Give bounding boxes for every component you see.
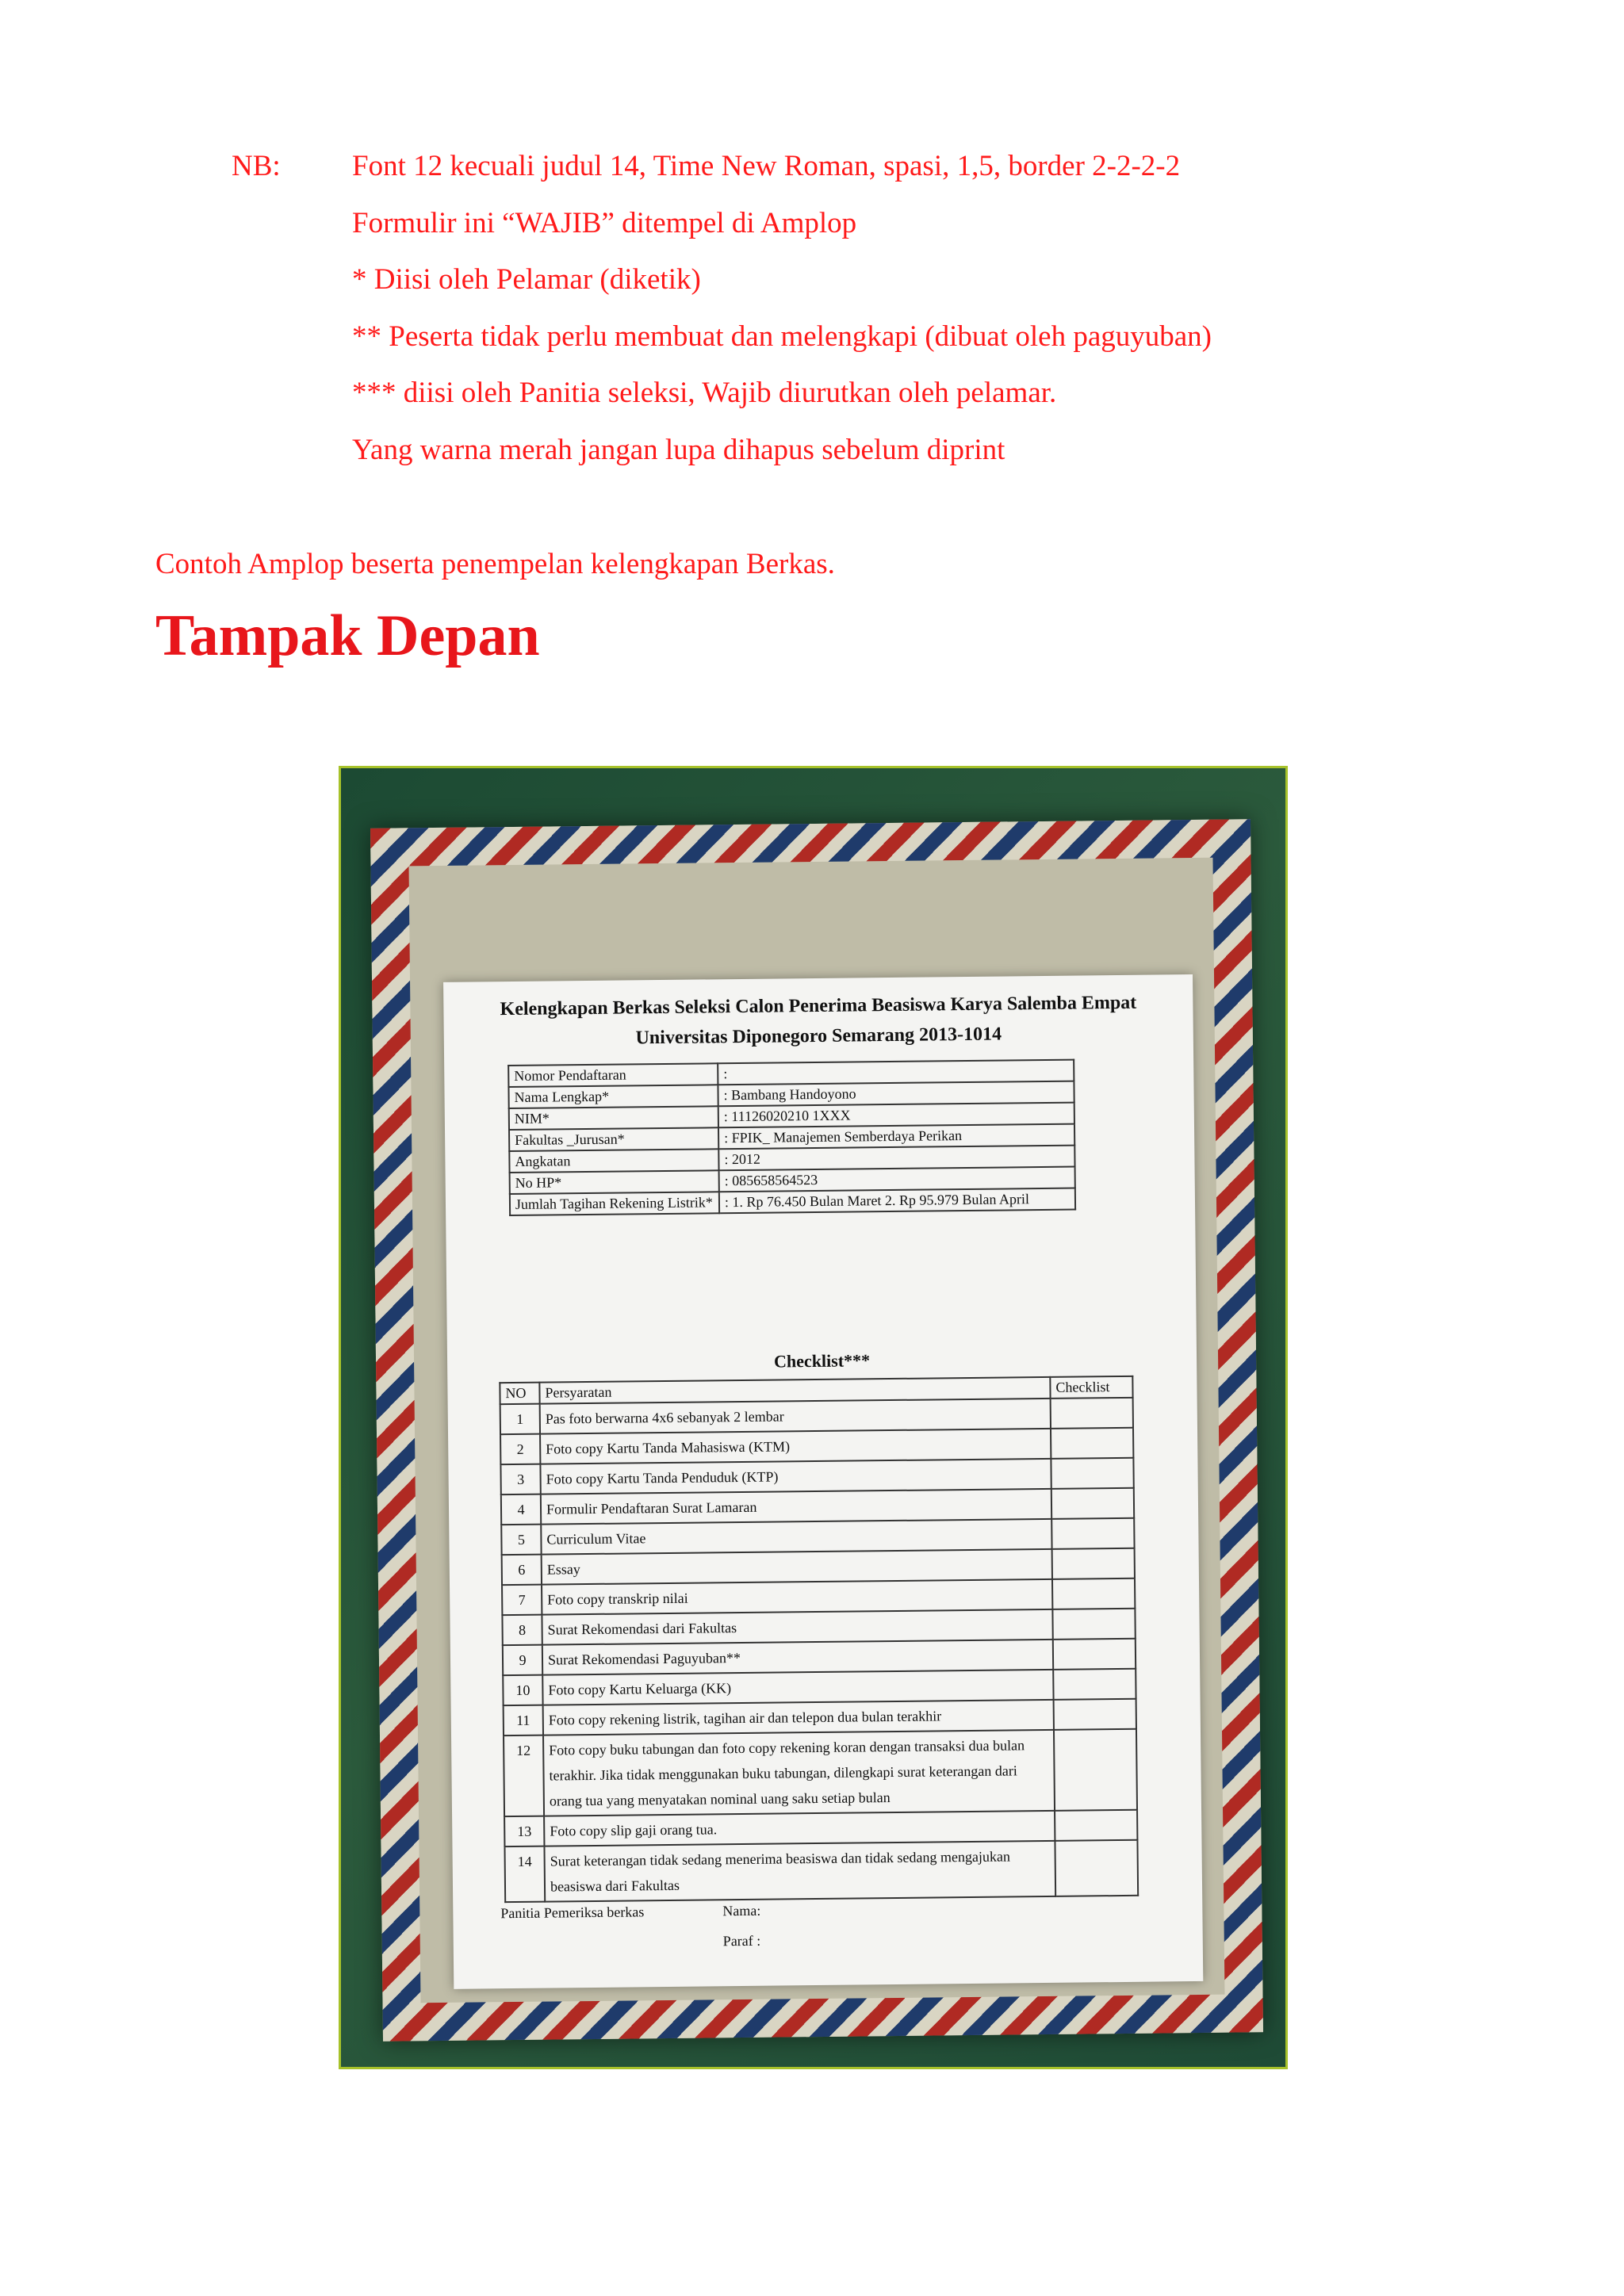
info-label: NIM* bbox=[509, 1106, 718, 1130]
checklist-number: 2 bbox=[500, 1434, 540, 1465]
info-value: : 085658564523 bbox=[719, 1167, 1075, 1192]
note-line: Font 12 kecuali judul 14, Time New Roman, spasi, 1,5, border 2-2-2-2 bbox=[352, 150, 1181, 182]
checklist-requirement: Foto copy transkrip nilai bbox=[542, 1579, 1052, 1615]
checklist-number: 11 bbox=[504, 1705, 543, 1736]
checklist-number: 13 bbox=[504, 1816, 544, 1847]
checklist-requirement: Foto copy Kartu Keluarga (KK) bbox=[542, 1670, 1053, 1705]
checklist-box bbox=[1053, 1669, 1136, 1700]
info-label: Fakultas _Jurusan* bbox=[509, 1127, 718, 1151]
checklist-number: 10 bbox=[503, 1675, 542, 1706]
checklist-requirement: Foto copy buku tabungan dan foto copy rekening koran dengan transaksi dua bulan terakhir. Jika tidak menggunakan buku tabungan, dilengkapi surat keterangan dari orang tua yang menyatakan nominal uang saku setiap bulan bbox=[543, 1730, 1055, 1816]
checklist-box bbox=[1052, 1609, 1135, 1640]
checklist-number: 5 bbox=[501, 1525, 541, 1556]
checklist-box bbox=[1052, 1548, 1135, 1579]
checklist-requirement: Surat Rekomendasi dari Fakultas bbox=[542, 1609, 1052, 1645]
checklist-number: 8 bbox=[502, 1615, 542, 1646]
checklist-requirement: Surat keterangan tidak sedang menerima beasiswa dan tidak sedang mengajukan beasiswa dari Fakultas bbox=[544, 1841, 1055, 1902]
note-line: *** diisi oleh Panitia seleksi, Wajib diurutkan oleh pelamar. bbox=[352, 377, 1057, 409]
checklist-box bbox=[1054, 1699, 1136, 1730]
checklist-requirement: Surat Rekomendasi Paguyuban** bbox=[542, 1640, 1053, 1675]
info-label: Nomor Pendaftaran bbox=[508, 1063, 718, 1087]
checklist-box bbox=[1053, 1639, 1136, 1670]
info-label: No HP* bbox=[510, 1170, 719, 1194]
checklist-number: 12 bbox=[504, 1735, 544, 1817]
checklist-title: Checklist*** bbox=[773, 1350, 871, 1372]
checklist-requirement: Foto copy Kartu Tanda Penduduk (KTP) bbox=[540, 1459, 1051, 1494]
notes-label: NB: bbox=[232, 150, 281, 182]
example-text: Contoh Amplop beserta penempelan kelengkapan Berkas. bbox=[155, 548, 835, 580]
header-no: NO bbox=[500, 1383, 539, 1405]
checklist-number: 1 bbox=[500, 1404, 540, 1435]
note-line: * Diisi oleh Pelamar (diketik) bbox=[352, 263, 701, 296]
checklist-requirement: Foto copy Kartu Tanda Mahasiswa (KTM) bbox=[540, 1429, 1051, 1464]
info-value: : Bambang Handoyono bbox=[718, 1081, 1074, 1107]
form-sheet bbox=[443, 974, 1203, 1989]
checklist-box bbox=[1051, 1518, 1134, 1549]
checklist-number: 7 bbox=[502, 1585, 542, 1616]
checklist-requirement: Pas foto berwarna 4x6 sebanyak 2 lembar bbox=[540, 1399, 1051, 1434]
footer-name: Nama: bbox=[722, 1902, 761, 1919]
header-checklist: Checklist bbox=[1050, 1376, 1132, 1399]
checklist-requirement: Formulir Pendaftaran Surat Lamaran bbox=[541, 1489, 1051, 1525]
section-title: Tampak Depan bbox=[155, 603, 540, 668]
form-title: Kelengkapan Berkas Seleksi Calon Penerima Beasiswa Karya Salemba Empat bbox=[500, 992, 1137, 1020]
envelope bbox=[370, 819, 1263, 2042]
info-value: : FPIK_ Manajemen Semberdaya Perikan bbox=[718, 1124, 1074, 1150]
checklist-number: 6 bbox=[502, 1555, 542, 1586]
note-line: ** Peserta tidak perlu membuat dan melengkapi (dibuat oleh paguyuban) bbox=[352, 320, 1212, 353]
footer-label: Panitia Pemeriksa berkas bbox=[500, 1904, 645, 1922]
checklist-box bbox=[1054, 1729, 1137, 1811]
checklist-requirement: Foto copy slip gaji orang tua. bbox=[544, 1811, 1055, 1846]
info-label: Angkatan bbox=[509, 1149, 718, 1173]
checklist-box bbox=[1051, 1398, 1133, 1429]
checklist-row bbox=[504, 1840, 1138, 1902]
form-subtitle: Universitas Diponegoro Semarang 2013-1014 bbox=[635, 1024, 1002, 1049]
note-line: Formulir ini “WAJIB” ditempel di Amplop bbox=[352, 206, 857, 239]
envelope-photo bbox=[339, 766, 1288, 2069]
checklist-number: 9 bbox=[503, 1645, 542, 1676]
checklist-requirement: Essay bbox=[542, 1549, 1052, 1585]
checklist-table bbox=[499, 1376, 1139, 1903]
info-value: : bbox=[718, 1060, 1074, 1085]
checklist-row bbox=[504, 1729, 1137, 1816]
applicant-info-table bbox=[508, 1059, 1076, 1216]
notes-lines bbox=[352, 149, 1542, 489]
checklist-requirement: Foto copy rekening listrik, tagihan air dan telepon dua bulan terakhir bbox=[543, 1700, 1054, 1735]
info-value: : 11126020210 1XXX bbox=[718, 1103, 1074, 1128]
checklist-box bbox=[1051, 1428, 1133, 1459]
checklist-box bbox=[1051, 1458, 1133, 1489]
footer-sign: Paraf : bbox=[722, 1932, 761, 1950]
note-line: Yang warna merah jangan lupa dihapus sebelum diprint bbox=[352, 433, 1005, 466]
checklist-number: 4 bbox=[501, 1494, 541, 1525]
info-label: Jumlah Tagihan Rekening Listrik* bbox=[510, 1192, 719, 1215]
checklist-number: 3 bbox=[500, 1464, 540, 1495]
checklist-box bbox=[1051, 1488, 1134, 1519]
info-label: Nama Lengkap* bbox=[508, 1085, 718, 1108]
checklist-number: 14 bbox=[504, 1846, 545, 1903]
checklist-box bbox=[1052, 1578, 1135, 1609]
header-requirement: Persyaratan bbox=[539, 1377, 1050, 1404]
info-value: : 1. Rp 76.450 Bulan Maret 2. Rp 95.979 Bulan April bbox=[719, 1188, 1075, 1214]
info-value: : 2012 bbox=[718, 1146, 1074, 1171]
checklist-box bbox=[1055, 1840, 1138, 1896]
checklist-box bbox=[1055, 1810, 1137, 1841]
checklist-requirement: Curriculum Vitae bbox=[541, 1519, 1051, 1555]
